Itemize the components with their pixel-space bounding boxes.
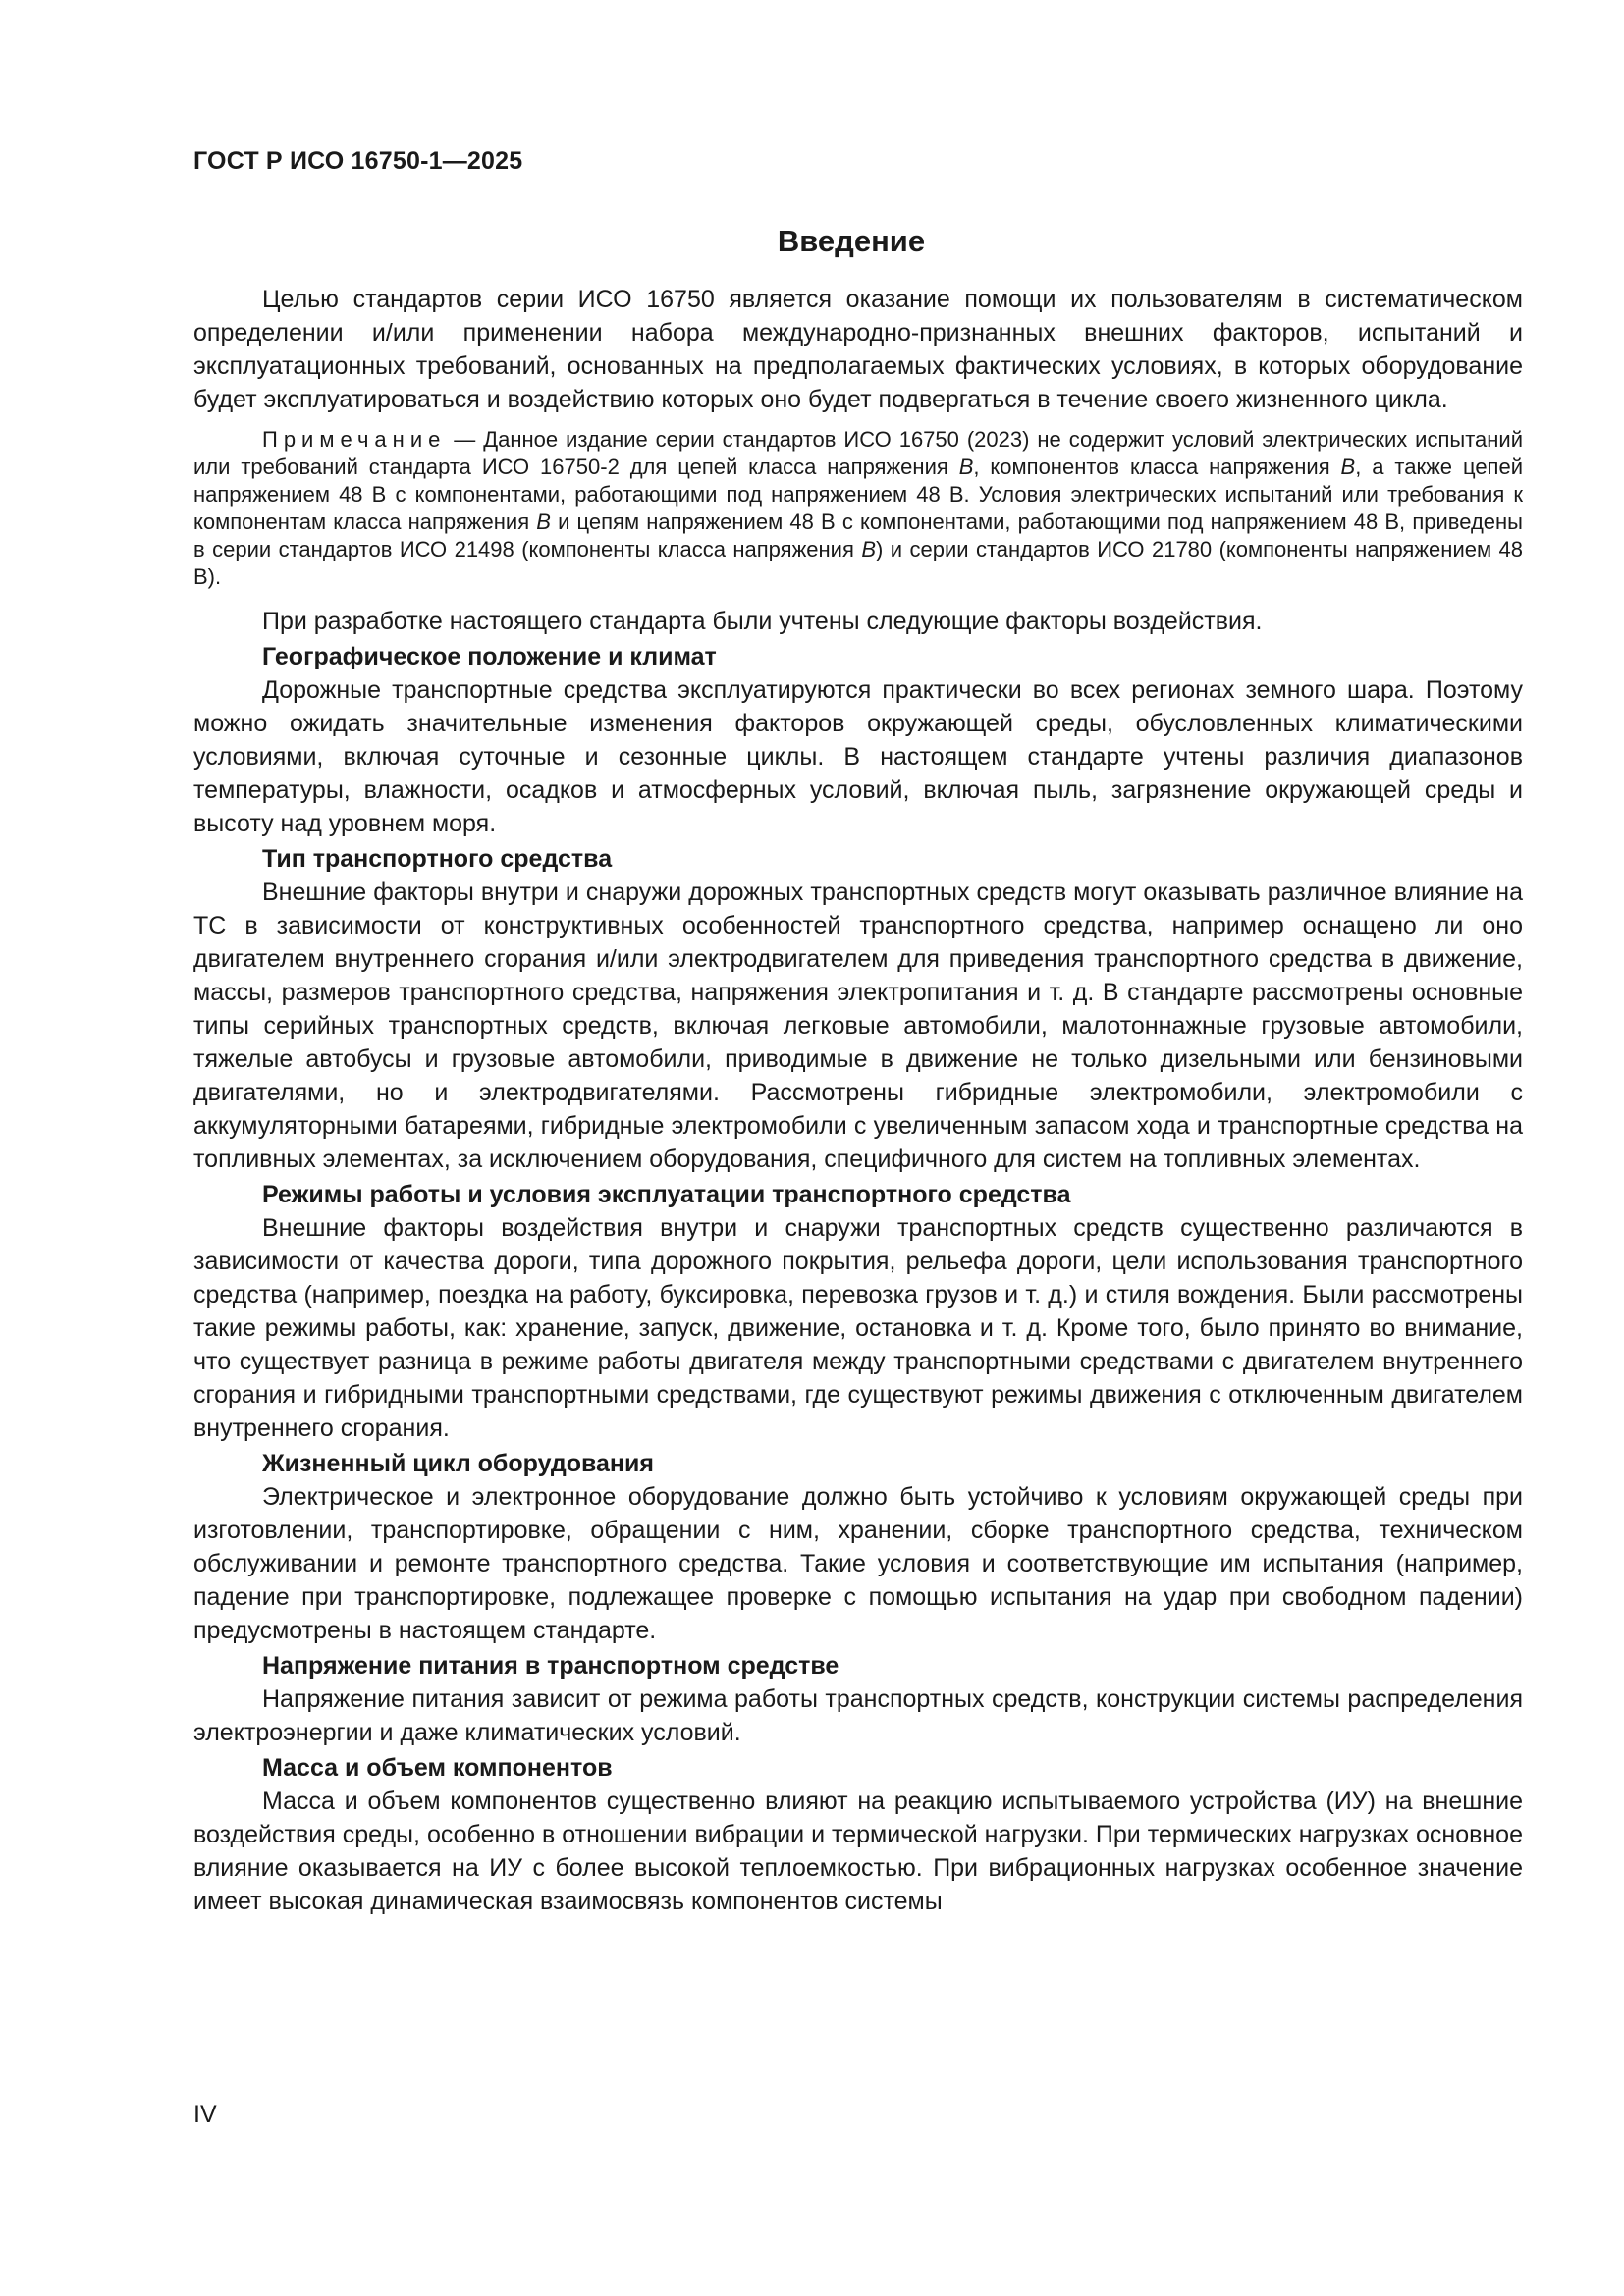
section-text-lifecycle: Электрическое и электронное оборудование должно быть устойчиво к условиям окружающей среды при изготовлении, транспортировке, обращении с ним, хранении, сборке транспортного средства, техническом обслуживании и ремонте транспортного средства. Такие условия и соответствующие им испытания (например, падение при транспортировке, подлежащее проверке с помощью испытания на удар при свободном падении) предусмотрены в настоящем стандарте.	[193, 1483, 1523, 1644]
document-body	[193, 283, 1523, 1918]
section-heading-lifecycle: Жизненный цикл оборудования	[262, 1450, 654, 1477]
page-title: Введение	[777, 224, 926, 258]
section-heading-vehicle-type: Тип транспортного средства	[262, 845, 613, 873]
section-text-geography: Дорожные транспортные средства эксплуатируются практически во всех регионах земного шара. Поэтому можно ожидать значительные изменения факторов окружающей среды, обусловленных климатическими условиями, включая суточные и сезонные циклы. В настоящем стандарте учтены различия диапазонов температуры, влажности, осадков и атмосферных условий, включая пыль, загрязнение окружающей среды и высоту над уровнем моря.	[193, 676, 1523, 837]
section-text-mass-volume: Масса и объем компонентов существенно влияют на реакцию испытываемого устройства (ИУ) на внешние воздействия среды, особенно в отношении вибрации и термической нагрузки. При термических нагрузках основное влияние оказывается на ИУ с более высокой теплоемкостью. При вибрационных нагрузках особенное значение имеет высокая динамическая взаимосвязь компонентов системы	[193, 1788, 1523, 1915]
factors-intro: При разработке настоящего стандарта были учтены следующие факторы воздействия.	[262, 608, 1263, 635]
section-heading-geography: Географическое положение и климат	[262, 643, 717, 670]
intro-paragraph: Целью стандартов серии ИСО 16750 является оказание помощи их пользователям в систематическом определении и/или применении набора международно-признанных внешних факторов, испытаний и эксплуатационных требований, основанных на предполагаемых фактических условиях, в которых оборудование будет эксплуатироваться и воздействию которых оно будет подвергаться в течение своего жизненного цикла.	[193, 286, 1523, 413]
note-paragraph: Примечание — Данное издание серии стандартов ИСО 16750 (2023) не содержит условий электрических испытаний или требований стандарта ИСО 16750-2 для цепей класса напряжения B, компонентов класса напряжения B, а также цепей напряжением 48 В с компонентами, работающими под напряжением 48 В. Условия электрических испытаний или требования к компонентам класса напряжения B и цепям напряжением 48 В с компонентами, работающими под напряжением 48 В, приведены в серии стандартов ИСО 21498 (компоненты класса напряжения B) и серии стандартов ИСО 21780 (компоненты напряжением 48 В).	[193, 427, 1523, 589]
page-number: IV	[193, 2101, 217, 2128]
document-code: ГОСТ Р ИСО 16750-1—2025	[193, 147, 523, 175]
section-text-vehicle-type: Внешние факторы внутри и снаружи дорожных транспортных средств могут оказывать различное влияние на ТС в зависимости от конструктивных особенностей транспортного средства, например оснащено ли оно двигателем внутреннего сгорания и/или электродвигателем для приведения транспортного средства в движение, массы, размеров транспортного средства, напряжения электропитания и т. д. В стандарте рассмотрены основные типы серийных транспортных средств, включая легковые автомобили, малотоннажные грузовые автомобили, тяжелые автобусы и грузовые автомобили, приводимые в движение не только дизельными или бензиновыми двигателями, но и электродвигателями. Рассмотрены гибридные электромобили, электромобили с аккумуляторными батареями, гибридные электромобили с увеличенным запасом хода и транспортные средства на топливных элементах, за исключением оборудования, специфичного для систем на топливных элементах.	[193, 879, 1523, 1173]
section-heading-operating-modes: Режимы работы и условия эксплуатации транспортного средства	[262, 1181, 1071, 1208]
section-heading-supply-voltage: Напряжение питания в транспортном средстве	[262, 1652, 839, 1680]
section-text-operating-modes: Внешние факторы воздействия внутри и снаружи транспортных средств существенно различаются в зависимости от качества дороги, типа дорожного покрытия, рельефа дороги, цели использования транспортного средства (например, поездка на работу, буксировка, перевозка грузов и т. д.) и стиля вождения. Были рассмотрены такие режимы работы, как: хранение, запуск, движение, остановка и т. д. Кроме того, было принято во внимание, что существует разница в режиме работы двигателя между транспортными средствами с двигателем внутреннего сгорания и гибридными транспортными средствами, где существуют режимы движения с отключенным двигателем внутреннего сгорания.	[193, 1214, 1523, 1442]
section-text-supply-voltage: Напряжение питания зависит от режима работы транспортных средств, конструкции системы распределения электроэнергии и даже климатических условий.	[193, 1685, 1523, 1746]
section-heading-mass-volume: Масса и объем компонентов	[262, 1754, 613, 1782]
note-label: Примечание	[262, 427, 447, 452]
